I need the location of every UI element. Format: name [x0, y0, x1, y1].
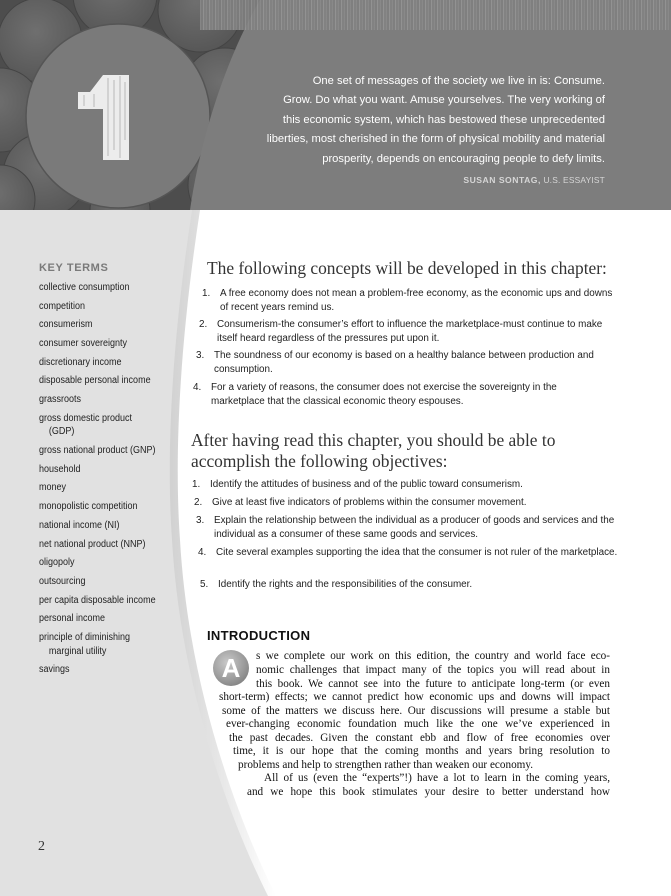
- introduction-title: INTRODUCTION: [207, 628, 311, 643]
- objective-item: 3. Explain the relationship between the individual as a producer of goods and services and the individual as a consumer of these same goods and services.: [196, 515, 615, 540]
- chapter-header: [0, 0, 671, 210]
- chapter-number-graphic: [74, 70, 154, 165]
- intro-line: s we complete our work on this edition, the country and world face eco-: [256, 650, 610, 662]
- key-term: principle of diminishing marginal utility: [39, 631, 131, 657]
- quote-attribution: [463, 175, 605, 185]
- key-term: gross national product (GNP): [39, 445, 156, 457]
- intro-line: short-term) effects; we cannot predict how economic ups and downs will impact: [219, 691, 610, 703]
- drop-cap: A: [213, 650, 249, 686]
- quote-line: One set of messages of the society we live in is: Consume.: [312, 75, 605, 87]
- key-term: competition: [39, 300, 86, 312]
- objective-item: 4. Cite several examples supporting the idea that the consumer is not ruler of the marketplace.: [198, 547, 618, 558]
- objective-item: 2. Give at least five indicators of problems within the consumer movement.: [194, 497, 527, 508]
- quote-line: this economic system, which has bestowed these unprecedented: [282, 113, 605, 126]
- key-term: outsourcing: [39, 575, 86, 587]
- key-term: savings: [39, 664, 70, 676]
- key-term: money: [39, 482, 67, 494]
- intro-line: All of us (even the “experts”!) have a lot to learn in the coming years,: [264, 772, 610, 784]
- key-term: collective consumption: [39, 282, 130, 293]
- concept-item: 3. The soundness of our economy is based on a healthy balance between production and consumption.: [196, 350, 594, 375]
- intro-line: time, it is our hope that the coming months and years bring resolution to: [233, 745, 610, 757]
- concept-item: 2. Consumerism-the consumer’s effort to influence the marketplace-must continue to make itself heard regardless of the pressures put upon it.: [199, 319, 603, 344]
- intro-line: some of the matters we discuss here. Our discussions will presume a stable but: [222, 705, 610, 717]
- key-term: household: [39, 463, 81, 475]
- key-term: gross domestic product (GDP): [39, 412, 133, 438]
- epigraph-quote: [190, 72, 605, 169]
- intro-line: ever-changing economic foundation much like the one we’ve experienced in: [226, 718, 610, 730]
- key-term: national income (NI): [39, 519, 120, 531]
- intro-line: this book. We cannot see into the future to anticipate long-term (or even: [256, 678, 610, 690]
- header-texture: [200, 0, 671, 30]
- key-term: grassroots: [39, 394, 82, 406]
- concept-item: 1. A free economy does not mean a problem-free economy, as the economic ups and downs of recent years remind us.: [202, 288, 613, 313]
- key-term: consumerism: [39, 319, 93, 331]
- intro-line: and we hope this book stimulates your desire to better understand how: [247, 786, 610, 798]
- key-term: per capita disposable income: [39, 594, 156, 606]
- key-term: oligopoly: [39, 557, 75, 569]
- quote-line: prosperity, depends on encouraging people to defy limits.: [322, 152, 605, 165]
- key-term: net national product (NNP): [39, 538, 146, 550]
- key-term: personal income: [39, 613, 106, 625]
- key-term: consumer sovereignty: [39, 338, 128, 350]
- key-term: monopolistic competition: [39, 501, 138, 513]
- key-terms-list: [39, 281, 179, 682]
- key-term: disposable personal income: [39, 375, 151, 387]
- intro-line: nomic challenges that impact many of the topics you will read about in: [256, 664, 610, 676]
- attribution-name: SUSAN SONTAG,: [463, 175, 541, 185]
- attribution-role: U.S. ESSAYIST: [543, 175, 605, 185]
- concepts-heading: The following concepts will be developed in this chapter:: [207, 258, 607, 278]
- key-terms-title: KEY TERMS: [39, 262, 109, 274]
- quote-line: Grow. Do what you want. Amuse yourselves. The very working of: [283, 94, 605, 107]
- concept-item: 4. For a variety of reasons, the consumer does not exercise the sovereignty in the marketplace that the classical economic theory espouses.: [193, 382, 557, 407]
- intro-line: the past decades. Given the constant ebb and flow of free economies over: [229, 732, 610, 744]
- intro-line: problems and help to strengthen rather than weaken our economy.: [238, 759, 534, 771]
- objective-item: 5. Identify the rights and the responsibilities of the consumer.: [200, 579, 473, 590]
- key-term: discretionary income: [39, 356, 122, 368]
- objectives-heading: After having read this chapter, you should be able to accomplish the following objectives:: [191, 430, 556, 471]
- quote-line: liberties, most cherished in the form of physical mobility and material: [266, 133, 605, 146]
- objective-item: 1. Identify the attitudes of business and of the public toward consumerism.: [192, 479, 523, 490]
- page-number: 2: [38, 839, 45, 854]
